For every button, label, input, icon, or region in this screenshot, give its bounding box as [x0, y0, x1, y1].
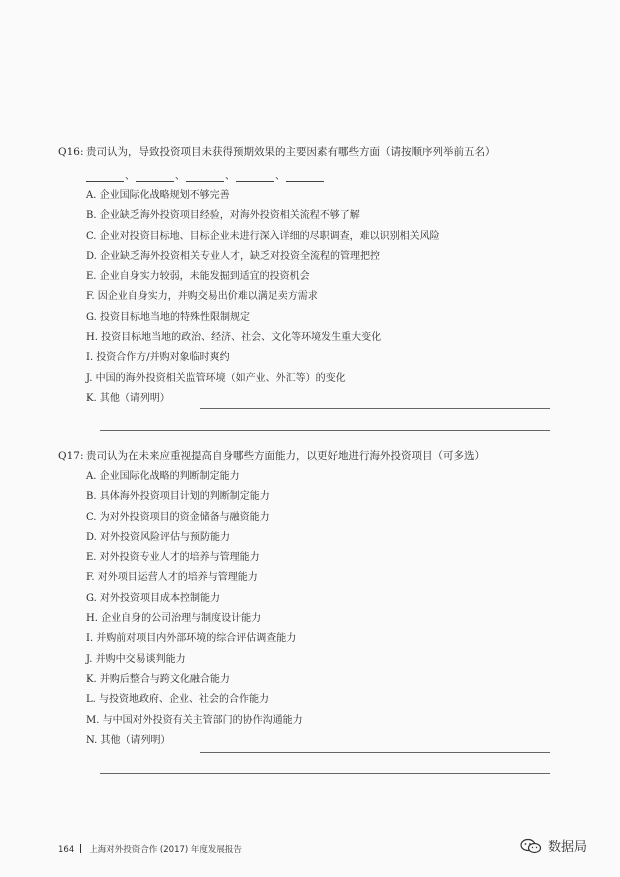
option-item: J. 中国的海外投资相关监管环境（如产业、外汇等）的变化 [86, 372, 346, 384]
option-item: B. 企业缺乏海外投资项目经验，对海外投资相关流程不够了解 [86, 210, 360, 222]
page-number: 164 [58, 845, 75, 855]
option-item: A. 企业国际化战略规划不够完善 [86, 190, 230, 201]
report-title: 上海对外投资合作 (2017) 年度发展报告 [89, 845, 242, 855]
wechat-icon [520, 838, 542, 854]
other-answer-line-1[interactable] [200, 408, 550, 409]
option-item: E. 对外投资专业人才的培养与管理能力 [86, 552, 260, 564]
rank-blank-5[interactable] [286, 171, 324, 182]
rank-blank-2[interactable] [136, 171, 174, 182]
blank-separator: 、 [125, 171, 135, 182]
question-16-options [86, 186, 440, 409]
question-number: Q17: [58, 450, 84, 462]
question-number: Q16: [58, 146, 84, 158]
rank-blank-4[interactable] [236, 171, 274, 182]
other-answer-line-1[interactable] [200, 752, 550, 753]
blank-separator: 、 [175, 171, 185, 182]
option-item: F. 对外项目运营人才的培养与管理能力 [86, 572, 258, 584]
option-item: M. 与中国对外投资有关主管部门的协作沟通能力 [86, 714, 303, 726]
option-item: H. 投资目标地当地的政治、经济、社会、文化等环境发生重大变化 [86, 332, 382, 344]
question-text: 贵司认为在未来应重视提高自身哪些方面能力，以更好地进行海外投资项目（可多选） [86, 450, 485, 462]
option-item: D. 对外投资风险评估与预防能力 [86, 531, 231, 543]
rank-blank-1[interactable] [86, 171, 124, 182]
option-item: L. 与投资地政府、企业、社会的合作能力 [86, 694, 269, 706]
option-item: J. 并购中交易谈判能力 [86, 653, 186, 665]
option-item: D. 企业缺乏海外投资相关专业人才，缺乏对投资全流程的管理把控 [86, 250, 381, 262]
blank-separator: 、 [275, 171, 285, 182]
option-item: C. 为对外投资项目的资金储备与融资能力 [86, 511, 270, 523]
option-item: I. 并购前对项目内外部环境的综合评估调查能力 [86, 633, 297, 645]
option-item: I. 投资合作方/并购对象临时爽约 [86, 352, 230, 364]
watermark-text: 数据局 [548, 840, 588, 855]
question-17-options [86, 467, 303, 751]
page-footer [58, 843, 242, 855]
option-item: G. 投资目标地当地的特殊性限制规定 [86, 311, 250, 323]
option-item: G. 对外投资项目成本控制能力 [86, 592, 220, 604]
other-answer-line-2[interactable] [100, 773, 550, 774]
option-item: F. 因企业自身实力，并购交易出价难以满足卖方需求 [86, 291, 318, 303]
option-item: C. 企业对投资目标地、目标企业未进行深入详细的尽职调查，难以识别相关风险 [86, 230, 440, 242]
ranking-blanks [86, 168, 324, 182]
question-text: 贵司认为，导致投资项目未获得预期效果的主要因素有哪些方面（请按顺序列举前五名） [86, 146, 496, 158]
blank-separator: 、 [225, 171, 235, 182]
footer-divider [80, 844, 81, 853]
option-item: H. 企业自身的公司治理与制度设计能力 [86, 613, 262, 625]
option-item: B. 具体海外投资项目计划的判断制定能力 [86, 491, 270, 503]
option-item: N. 其他（请列明） [86, 734, 171, 746]
option-item: E. 企业自身实力较弱，未能发掘到适宜的投资机会 [86, 271, 310, 283]
option-item: A. 企业国际化战略的判断制定能力 [86, 471, 240, 482]
question-16-title [58, 145, 578, 159]
other-answer-line-2[interactable] [100, 430, 550, 431]
question-17-title [58, 449, 578, 463]
option-item: K. 其他（请列明） [86, 392, 170, 404]
rank-blank-3[interactable] [186, 171, 224, 182]
watermark [520, 836, 587, 855]
option-item: K. 并购后整合与跨文化融合能力 [86, 673, 230, 685]
